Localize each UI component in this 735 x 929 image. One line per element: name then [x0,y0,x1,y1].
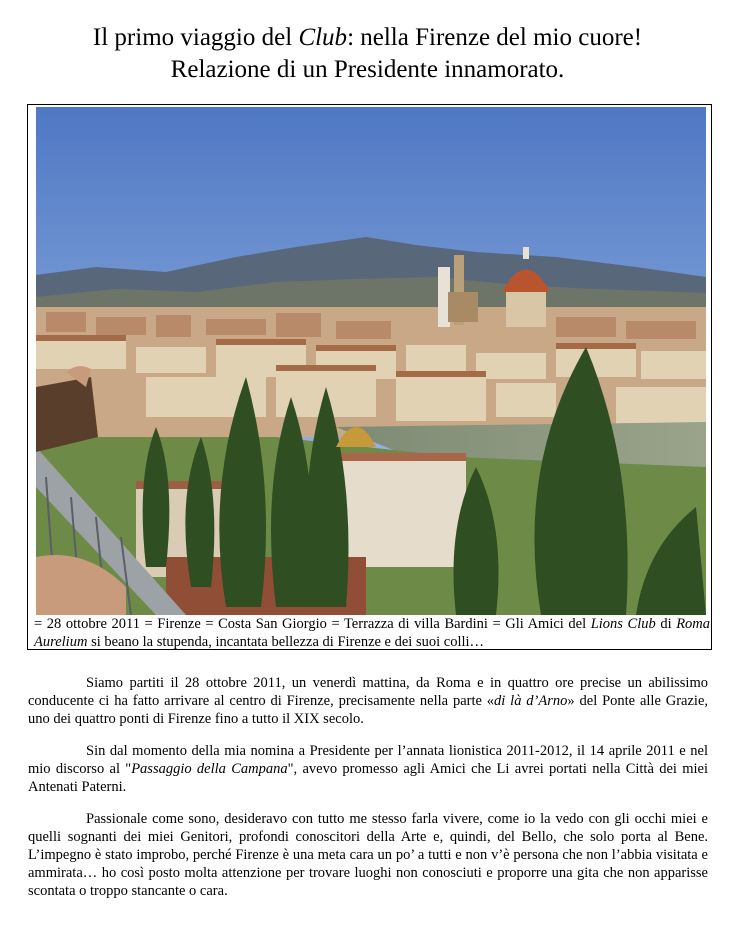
photo-illustration [36,107,706,615]
p2-text-b: ", avevo promesso agli Amici che Li avrei portati nella Città dei miei Antenati Paterni. [28,761,708,795]
page-title [0,22,735,86]
caption-roma-aurelium: Roma Aurelium [34,616,711,650]
figure-box [27,104,712,650]
caption-text-3: si beano la stupenda, incantata bellezza di Firenze e dei suoi colli… [87,634,485,650]
paragraph-3: Passionale come sono, desideravo con tutto me stesso farla vivere, come io la vedo con gli occhi miei e quelli sognanti dei miei Genitori, profondi conoscitori della Arte e, quindi, del Bello, che solo porta al Bene. L’impegno è stato improbo, perché Firenze è una meta cara un po’ a tutti e non v’è persona che non l’abbia visitata e ammirata… ho così posto molta attenzione per trovare luoghi non conosciuti e proporre una gita che non apparisse scontata o troppo stancante o cara. [28,811,708,899]
title-line-1 [0,22,735,54]
photo-caption [34,615,710,651]
article-body [28,674,708,914]
p1-italic: di là d’Arno [494,693,568,709]
paragraph-2 [28,742,708,796]
p1-text-b: » del Ponte alle Grazie, uno dei quattro ponti di Firenze fino a tutto il XIX secolo. [28,693,709,727]
caption-text-1: = 28 ottobre 2011 = Firenze = Costa San Giorgio = Terrazza di villa Bardini = Gli Amici del [34,616,591,632]
caption-text-2: di [655,616,677,632]
florence-panorama-photo [36,107,706,615]
p1-text-a: Siamo partiti il 28 ottobre 2011, un venerdì mattina, da Roma e in quattro ore precise un abilissimo conducente ci ha fatto arrivare al centro di Firenze, precisamente nella parte « [28,675,708,709]
caption-lions-club: Lions Club [590,616,656,632]
p2-text-a: Sin dal momento della mia nomina a Presidente per l’annata lionistica 2011-2012, il 14 aprile 2011 e nel mio discorso al " [28,743,708,777]
paragraph-1 [28,674,708,728]
title-line-2: Relazione di un Presidente innamorato. [170,56,565,83]
p2-italic: Passaggio della Campana [131,761,288,777]
title-club-italic: Club [298,24,348,51]
title-suffix: : nella Firenze del mio cuore! [347,24,643,51]
title-prefix: Il primo viaggio del [92,24,299,51]
